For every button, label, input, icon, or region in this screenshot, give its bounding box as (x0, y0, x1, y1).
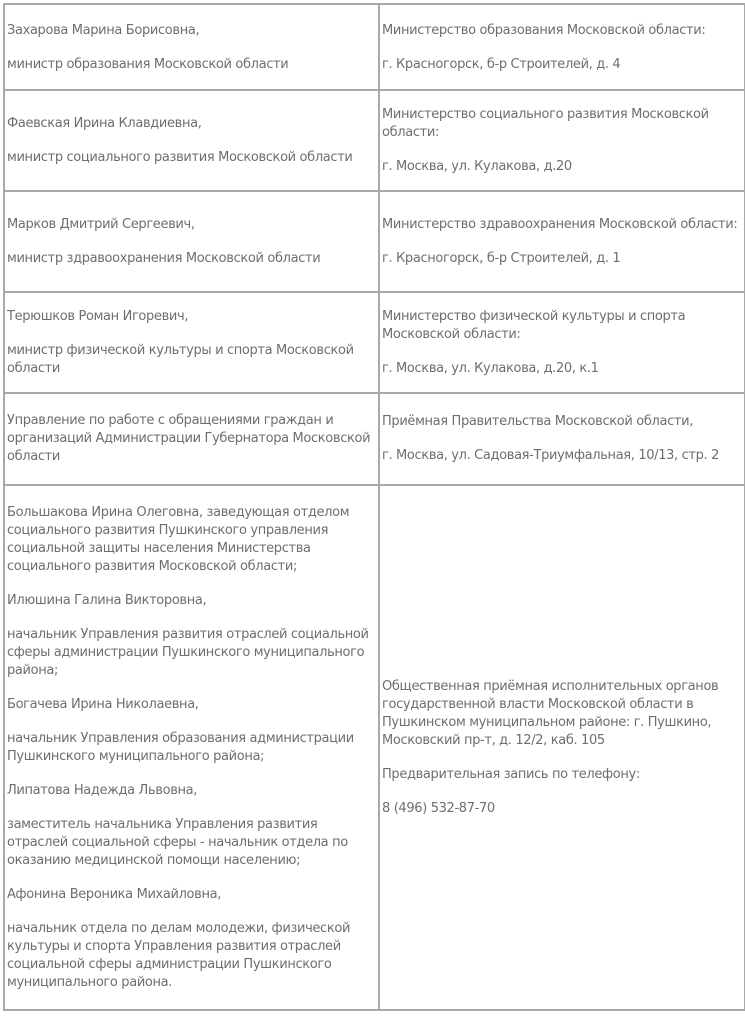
official-name: Марков Дмитрий Сергеевич, (7, 216, 195, 232)
organization-name: Приёмная Правительства Московской области, (382, 414, 693, 429)
official-cell (4, 393, 379, 485)
organization-address: Общественная приёмная исполнительных органов государственной власти Московской области в Пушкинском муниципальном районе: г. Пушкино, Московский пр-т, д. 12/2, каб. 105 (382, 678, 719, 748)
table-row (4, 191, 745, 292)
organization-name: Министерство образования Московской области: (382, 23, 706, 38)
table-row (4, 292, 745, 393)
official-cell (4, 90, 379, 191)
organization-address: г. Москва, ул. Кулакова, д.20, к.1 (382, 360, 599, 376)
address-cell (379, 191, 745, 292)
official-position: министр социального развития Московской области (7, 149, 353, 165)
organization-name: Министерство социального развития Московской области: (382, 106, 709, 140)
official-position: министр здравоохранения Московской области (7, 250, 321, 266)
address-cell (379, 4, 745, 90)
table-row (4, 485, 745, 1010)
organization-address: г. Красногорск, б-р Строителей, д. 1 (382, 250, 621, 266)
official-position: начальник Управления развития отраслей социальной сферы администрации Пушкинского муниципального района; (7, 626, 369, 678)
official-name: Афонина Вероника Михайловна, (7, 886, 222, 902)
department-name: Управление по работе с обращениями граждан и организаций Администрации Губернатора Московской области (7, 413, 371, 464)
official-position: министр физической культуры и спорта Московской области (7, 342, 354, 376)
table-row (4, 393, 745, 485)
official-position: министр образования Московской области (7, 57, 289, 72)
official-entry: Большакова Ирина Олеговна, заведующая отделом социального развития Пушкинского управления социальной защиты населения Министерства социального развития Московской области; (7, 504, 350, 574)
official-cell (4, 191, 379, 292)
contacts-table (3, 3, 745, 1011)
official-name: Богачева Ирина Николаевна, (7, 696, 199, 712)
address-cell (379, 485, 745, 1010)
official-position: начальник Управления образования администрации Пушкинского муниципального района; (7, 730, 354, 764)
address-cell (379, 90, 745, 191)
official-position: начальник отдела по делам молодежи, физической культуры и спорта Управления развития отраслей социальной сферы администрации Пушкинского муниципального района. (7, 920, 351, 990)
organization-name: Министерство здравоохранения Московской области: (382, 216, 738, 232)
organization-name: Министерство физической культуры и спорта Московской области: (382, 308, 686, 342)
official-name: Фаевская Ирина Клавдиевна, (7, 115, 202, 131)
organization-address: г. Москва, ул. Кулакова, д.20 (382, 158, 572, 174)
official-name: Илюшина Галина Викторовна, (7, 592, 207, 608)
appointment-note: Предварительная запись по телефону: (382, 766, 640, 782)
official-cell (4, 4, 379, 90)
organization-address: г. Красногорск, б-р Строителей, д. 4 (382, 57, 621, 72)
official-cell (4, 292, 379, 393)
address-cell (379, 393, 745, 485)
phone-number: 8 (496) 532-87-70 (382, 800, 495, 816)
organization-address: г. Москва, ул. Садовая-Триумфальная, 10/13, стр. 2 (382, 448, 720, 463)
table-row (4, 90, 745, 191)
officials-list-cell (4, 485, 379, 1010)
official-position: заместитель начальника Управления развития отраслей социальной сферы - начальник отдела по оказанию медицинской помощи населению; (7, 816, 348, 868)
official-name: Захарова Марина Борисовна, (7, 23, 200, 38)
official-name: Терюшков Роман Игоревич, (7, 308, 189, 324)
address-cell (379, 292, 745, 393)
table-row (4, 4, 745, 90)
official-name: Липатова Надежда Львовна, (7, 782, 198, 798)
